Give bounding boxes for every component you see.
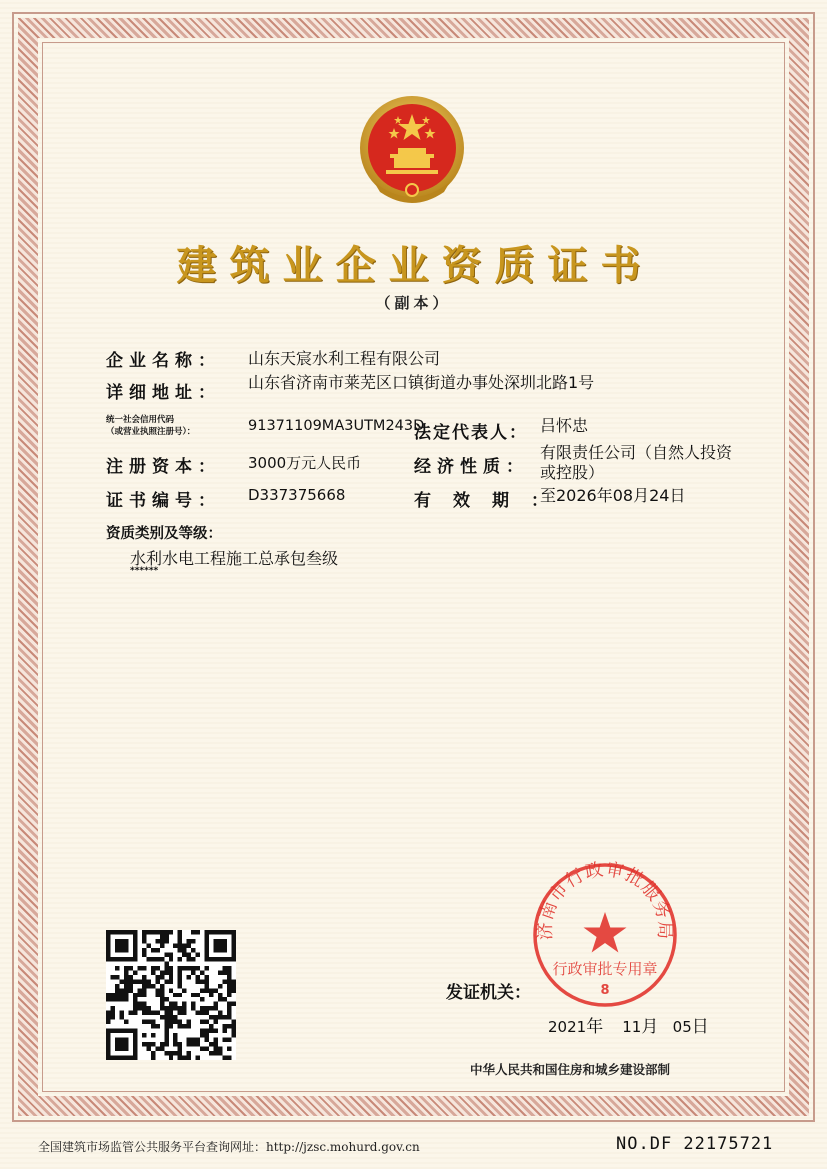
issue-day-unit: 日 xyxy=(691,1017,709,1037)
address-label: 详细地址： xyxy=(106,383,221,403)
issue-year: 2021 xyxy=(548,1018,587,1036)
validity-value: 至2026年08月24日 xyxy=(540,486,686,505)
svg-text:8: 8 xyxy=(600,983,610,998)
credit-code-label-line1: 统一社会信用代码 xyxy=(106,415,175,425)
official-seal-icon xyxy=(530,860,680,1010)
legal-rep-value: 吕怀忠 xyxy=(540,416,589,435)
qualification-value: 水利水电工程施工总承包叁级 xyxy=(130,549,339,568)
company-name-label: 企业名称： xyxy=(106,351,221,371)
certificate-subtitle: （副本） xyxy=(375,294,452,312)
issue-year-unit: 年 xyxy=(586,1017,604,1037)
capital-label: 注册资本： xyxy=(106,457,221,477)
economic-nature-label: 经济性质： xyxy=(414,457,529,477)
economic-nature-value-line2: 或控股） xyxy=(540,463,605,482)
query-url-text[interactable]: 全国建筑市场监管公共服务平台查询网址：http://jzsc.mohurd.gov.cn xyxy=(38,1140,420,1154)
economic-nature-value-line1: 有限责任公司（自然人投资 xyxy=(540,443,733,462)
qualification-label: 资质类别及等级： xyxy=(106,526,222,542)
address-value: 山东省济南市莱芜区口镇街道办事处深圳北路1号 xyxy=(248,373,595,392)
national-emblem-icon xyxy=(354,92,470,208)
legal-rep-label: 法定代表人： xyxy=(414,423,528,443)
qualification-stars: ****** xyxy=(130,566,159,576)
capital-value: 3000万元人民币 xyxy=(248,454,362,472)
credit-code-value: 91371109MA3UTM243D xyxy=(248,418,425,434)
credit-code-label-line2: （或营业执照注册号）： xyxy=(106,427,196,437)
certificate-title: 建筑业企业资质证书 xyxy=(176,242,654,289)
cert-no-value: D337375668 xyxy=(248,486,346,504)
issue-date xyxy=(548,1012,709,1037)
cert-no-label: 证书编号： xyxy=(106,491,221,511)
company-name-value: 山东天宸水利工程有限公司 xyxy=(248,349,441,368)
serial-number: NO.DF 22175721 xyxy=(616,1134,774,1154)
issue-day: 05 xyxy=(672,1018,692,1036)
issue-month-unit: 月 xyxy=(641,1017,659,1037)
svg-text:行政审批专用章: 行政审批专用章 xyxy=(552,960,658,978)
qr-code-icon[interactable] xyxy=(106,930,236,1060)
svg-text:济南市行政审批服务局: 济南市行政审批服务局 xyxy=(534,860,676,941)
validity-label: 有效期： xyxy=(414,491,570,511)
issue-month: 11 xyxy=(622,1018,642,1036)
issuer-label: 发证机关： xyxy=(446,983,531,1003)
issuing-ministry: 中华人民共和国住房和城乡建设部制 xyxy=(470,1062,671,1077)
